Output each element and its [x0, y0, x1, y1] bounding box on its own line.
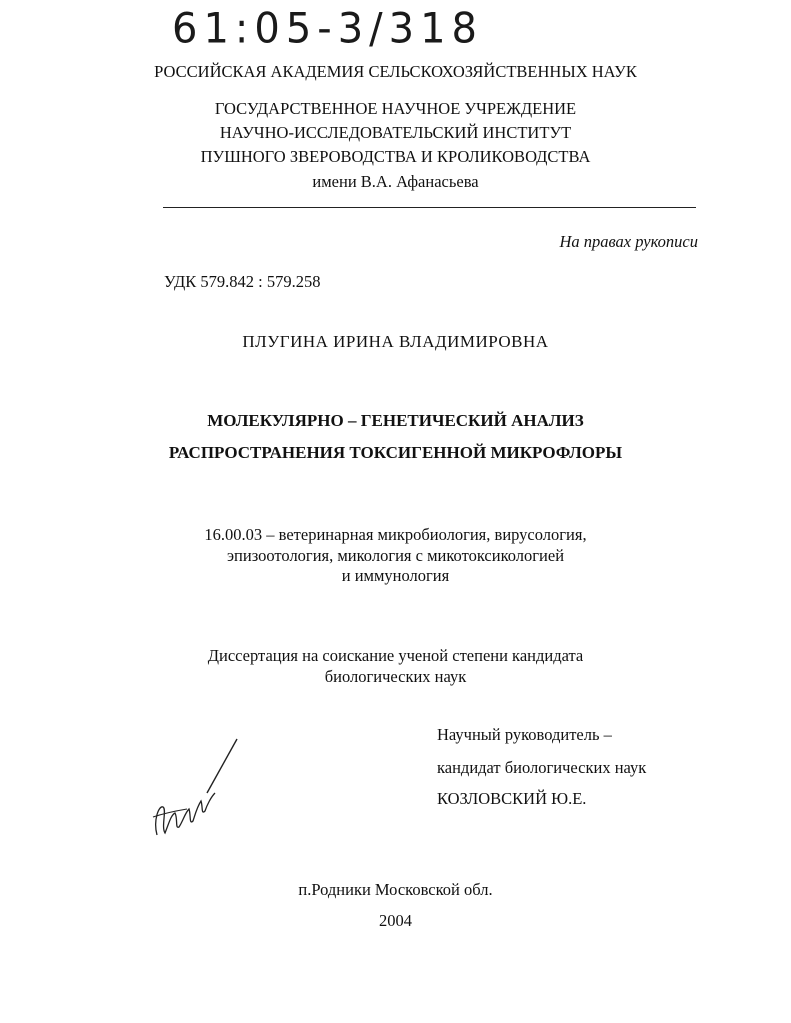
- supervisor-name: КОЗЛОВСКИЙ Ю.Е.: [437, 789, 587, 808]
- specialty-line-2: эпизоотология, микология с микотоксикологией: [226, 546, 565, 565]
- year: 2004: [379, 911, 412, 930]
- header-divider: [163, 207, 696, 208]
- title-line-2: РАСПРОСТРАНЕНИЯ ТОКСИГЕННОЙ МИКРОФЛОРЫ: [168, 443, 623, 462]
- handwritten-archive-code: 61:05-3/318: [172, 4, 483, 54]
- signature-icon: [145, 735, 245, 845]
- udk-code: УДК 579.842 : 579.258: [164, 272, 321, 291]
- degree-line-2: биологических наук: [324, 667, 467, 686]
- institution-line-1: ГОСУДАРСТВЕННОЕ НАУЧНОЕ УЧРЕЖДЕНИЕ: [214, 99, 577, 118]
- place: п.Родники Московской обл.: [298, 880, 493, 899]
- degree-line-1: Диссертация на соискание ученой степени кандидата: [207, 646, 584, 665]
- rights-note: На правах рукописи: [559, 232, 698, 251]
- supervisor-label: Научный руководитель –: [437, 725, 612, 744]
- institution-line-3: ПУШНОГО ЗВЕРОВОДСТВА И КРОЛИКОВОДСТВА: [200, 147, 591, 166]
- title-line-1: МОЛЕКУЛЯРНО – ГЕНЕТИЧЕСКИЙ АНАЛИЗ: [207, 411, 584, 430]
- author-name: ПЛУГИНА ИРИНА ВЛАДИМИРОВНА: [242, 332, 549, 351]
- specialty-line-3: и иммунология: [341, 566, 450, 585]
- specialty-line-1: 16.00.03 – ветеринарная микробиология, вирусология,: [204, 525, 587, 544]
- academy-name: РОССИЙСКАЯ АКАДЕМИЯ СЕЛЬСКОХОЗЯЙСТВЕННЫХ НАУК: [154, 62, 637, 81]
- institution-line-4: имени В.А. Афанасьева: [312, 172, 479, 191]
- supervisor-degree: кандидат биологических наук: [437, 758, 647, 777]
- institution-line-2: НАУЧНО-ИССЛЕДОВАТЕЛЬСКИЙ ИНСТИТУТ: [219, 123, 572, 142]
